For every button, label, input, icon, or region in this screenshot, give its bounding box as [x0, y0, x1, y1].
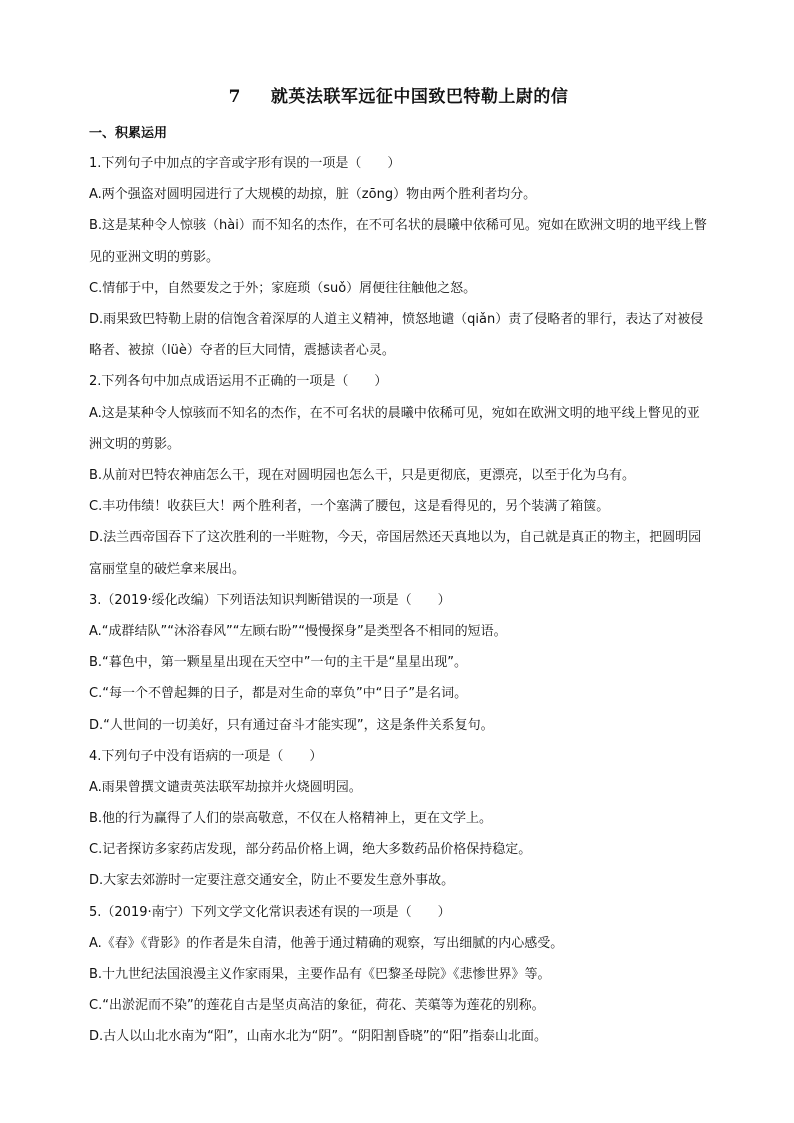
option-a: A.这是某种令人惊骇而不知名的杰作，在不可名状的晨曦中依稀可见，宛如在欧洲文明的地平线上瞥见的亚洲文明的剪影。 — [89, 405, 700, 452]
option-a: A.雨果曾撰文谴责英法联军劫掠并火烧圆明园。 — [89, 779, 362, 795]
option-a: A.“成群结队”“沐浴春风”“左顾右盼”“慢慢探身”是类型各不相同的短语。 — [89, 623, 507, 639]
lesson-title-text: 就英法联军远征中国致巴特勒上尉的信 — [270, 87, 569, 107]
section-heading: 一、积累运用 — [89, 126, 168, 141]
question-2 — [89, 366, 708, 584]
question-stem: 4.下列句子中没有语病的一项是（ ） — [89, 748, 323, 764]
option-b: B.这是某种令人惊骇（hài）而不知名的杰作，在不可名状的晨曦中依稀可见。宛如在欧洲文明的地平线上瞥见的亚洲文明的剪影。 — [89, 218, 707, 265]
option-b: B.他的行为赢得了人们的崇高敬意，不仅在人格精神上，更在文学上。 — [89, 811, 493, 827]
option-d: D.雨果致巴特勒上尉的信饱含着深厚的人道主义精神，愤怒地谴（qiǎn）责了侵略者的罪行，表达了对被侵略者、被掠（lüè）夺者的巨大同情，震撼读者心灵。 — [89, 311, 704, 359]
option-b: B.“暮色中，第一颗星星出现在天空中”一句的主干是“星星出现”。 — [89, 655, 467, 671]
question-5 — [89, 897, 708, 1053]
option-d: D.法兰西帝国吞下了这次胜利的一半赃物，今天，帝国居然还天真地以为，自己就是真正的物主，把圆明园富丽堂皇的破烂拿来展出。 — [89, 530, 702, 577]
question-stem: 3.（2019·绥化改编）下列语法知识判断错误的一项是（ ） — [89, 592, 451, 608]
option-c: C.“每一个不曾起舞的日子，都是对生命的辜负”中“日子”是名词。 — [89, 686, 468, 702]
question-3 — [89, 585, 708, 741]
option-a: A.《春》《背影》的作者是朱自清，他善于通过精确的观察，写出细腻的内心感受。 — [89, 935, 564, 951]
option-c: C.记者探访多家药店发现，部分药品价格上调，绝大多数药品价格保持稳定。 — [89, 842, 532, 858]
question-1 — [89, 148, 708, 366]
option-b: B.十九世纪法国浪漫主义作家雨果，主要作品有《巴黎圣母院》《悲惨世界》等。 — [89, 967, 551, 982]
lesson-number: 7 — [228, 87, 241, 107]
option-c: C.“出淤泥而不染”的莲花自古是坚贞高洁的象征，荷花、芙蕖等为莲花的别称。 — [89, 998, 545, 1014]
option-d: D.大家去郊游时一定要注意交通安全，防止不要发生意外事故。 — [89, 873, 455, 889]
question-stem: 5.（2019·南宁）下列文学文化常识表述有误的一项是（ ） — [89, 904, 451, 920]
question-4 — [89, 741, 708, 897]
option-c: C.情郁于中，自然要发之于外；家庭琐（suǒ）屑便往往触他之怒。 — [89, 280, 477, 296]
option-d: D.“人世间的一切美好，只有通过奋斗才能实现”，这是条件关系复句。 — [89, 717, 494, 733]
lesson-title — [89, 84, 708, 110]
option-d: D.古人以山北水南为“阳”，山南水北为“阴”。“阴阳割昏晓”的“阳”指泰山北面。 — [89, 1029, 548, 1045]
question-stem: 2.下列各句中加点成语运用不正确的一项是（ ） — [89, 374, 388, 390]
option-a: A.两个强盗对圆明园进行了大规模的劫掠，脏（zōng）物由两个胜利者均分。 — [89, 187, 537, 203]
option-b: B.从前对巴特农神庙怎么干，现在对圆明园也怎么干，只是更彻底，更漂亮，以至于化为乌有。 — [89, 467, 636, 483]
question-stem: 1.下列句子中加点的字音或字形有误的一项是（ ） — [89, 156, 401, 171]
option-c: C.丰功伟绩！收获巨大！两个胜利者，一个塞满了腰包，这是看得见的，另个装满了箱箧。 — [89, 499, 610, 515]
